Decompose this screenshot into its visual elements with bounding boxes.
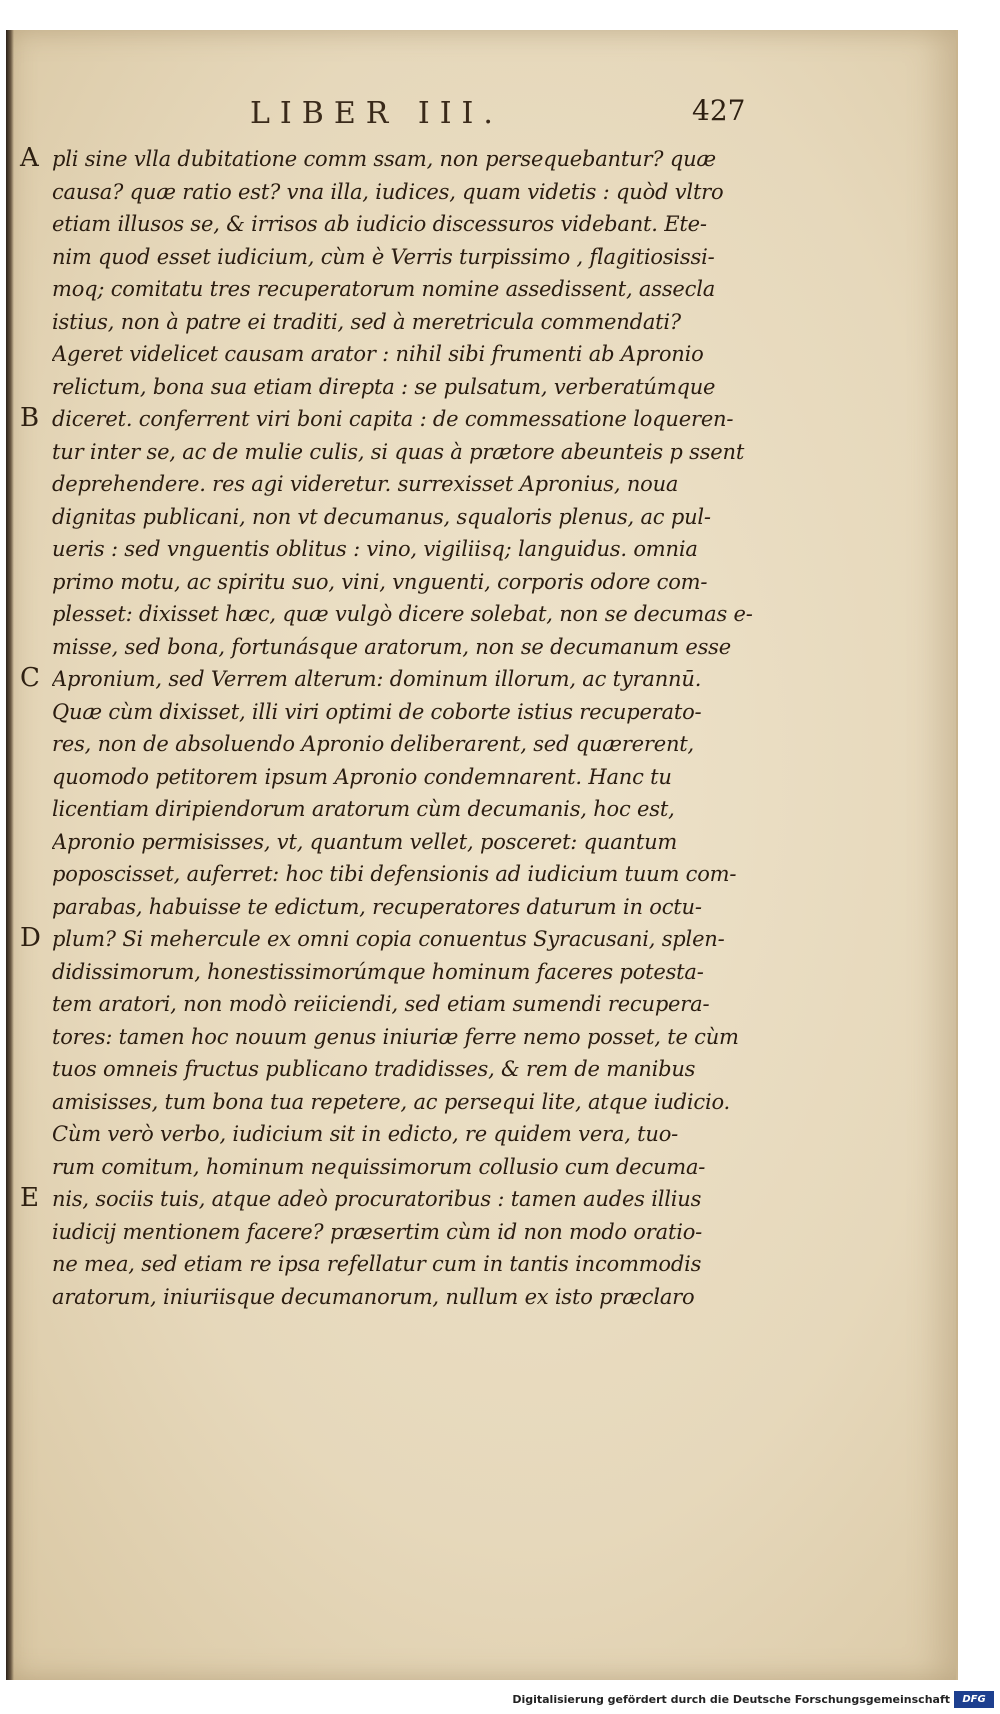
- text-line: Cùm verò verbo, iudicium sit in edicto, re quidem vera, tuo-: [52, 1122, 679, 1146]
- text-line: etiam illusos se, & irrisos ab iudicio discessuros videbant. Ete-: [52, 212, 707, 236]
- text-line: poposcisset, auferret: hoc tibi defensionis ad iudicium tuum com-: [52, 862, 737, 886]
- text-line: plum? Si mehercule ex omni copia conuentus Syracusani, splen-: [52, 927, 725, 951]
- text-line: nis, sociis tuis, atque adeò procuratoribus : tamen audes illius: [52, 1187, 702, 1211]
- text-line: nim quod esset iudicium, cùm è Verris turpissimo , flagitiosissi-: [52, 244, 715, 269]
- text-line: tem aratori, non modò reiiciendi, sed etiam sumendi recupera-: [52, 992, 710, 1016]
- text-line: amisisses, tum bona tua repetere, ac persequi lite, atque iudicio.: [52, 1089, 731, 1114]
- text-line: tuos omneis fructus publicano tradidisses, & rem de manibus: [52, 1057, 696, 1081]
- text-line: Quæ cùm dixisset, illi viri optimi de coborte istius recuperato-: [52, 699, 702, 724]
- text-line: tur inter se, ac de mulie culis, si quas à prætore abeunteis p ssent: [52, 439, 745, 464]
- text-line: res, non de absoluendo Apronio deliberarent, sed quærerent,: [52, 732, 695, 756]
- margin-letter-e: E: [20, 1183, 39, 1213]
- text-line: pli sine vlla dubitatione comm ssam, non persequebantur? quæ: [52, 147, 716, 171]
- text-line: istius, non à patre ei traditi, sed à meretricula commendati?: [52, 309, 681, 334]
- text-line: relictum, bona sua etiam direpta : se pulsatum, verberatúmque: [52, 374, 716, 399]
- text-line: ne mea, sed etiam re ipsa refellatur cum in tantis incommodis: [52, 1252, 702, 1276]
- text-line: parabas, habuisse te edictum, recuperatores daturum in octu-: [52, 894, 702, 919]
- text-line: ueris : sed vnguentis oblitus : vino, vigiliisq; languidus. omnia: [52, 537, 698, 561]
- text-line: plesset: dixisset hæc, quæ vulgò dicere solebat, non se decumas e-: [52, 602, 753, 626]
- text-line: diceret. conferrent viri boni capita : de commessatione loqueren-: [52, 407, 734, 431]
- funding-credit: Digitalisierung gefördert durch die Deutsche Forschungsgemeinschaft: [512, 1693, 950, 1706]
- text-line: iudicij mentionem facere? præsertim cùm id non modo oratio-: [52, 1219, 703, 1244]
- text-line: quomodo petitorem ipsum Apronio condemnarent. Hanc tu: [52, 764, 672, 789]
- text-line: rum comitum, hominum nequissimorum collusio cum decuma-: [52, 1154, 706, 1179]
- margin-letter-b: B: [20, 403, 40, 433]
- page-gutter-shadow: [6, 30, 14, 1680]
- text-line: aratorum, iniuriisque decumanorum, nullum ex isto præclaro: [52, 1284, 695, 1309]
- text-line: Ageret videlicet causam arator : nihil sibi frumenti ab Apronio: [52, 342, 704, 366]
- text-line: dignitas publicani, non vt decumanus, squaloris plenus, ac pul-: [52, 504, 711, 529]
- text-line: moq; comitatu tres recuperatorum nomine assedissent, assecla: [52, 277, 716, 301]
- text-line: deprehendere. res agi videretur. surrexisset Apronius, noua: [52, 472, 679, 496]
- dfg-logo: DFG: [954, 1691, 994, 1708]
- text-line: misse, sed bona, fortunásque aratorum, non se decumanum esse: [52, 634, 731, 659]
- text-line: primo motu, ac spiritu suo, vini, vnguenti, corporis odore com-: [52, 569, 708, 594]
- text-line: Apronium, sed Verrem alterum: dominum illorum, ac tyrannū.: [52, 667, 702, 691]
- margin-letter-d: D: [20, 923, 41, 953]
- body-text: [52, 143, 758, 1313]
- margin-letter-c: C: [20, 663, 40, 693]
- text-line: causa? quæ ratio est? vna illa, iudices, quam videtis : quòd vltro: [52, 179, 724, 204]
- margin-letter-a: A: [20, 143, 39, 173]
- running-head: LIBER III.: [250, 96, 503, 131]
- text-line: Apronio permisisses, vt, quantum vellet, posceret: quantum: [52, 829, 678, 854]
- page-number: 427: [692, 94, 746, 127]
- text-line: licentiam diripiendorum aratorum cùm decumanis, hoc est,: [52, 797, 675, 821]
- text-line: tores: tamen hoc nouum genus iniuriæ ferre nemo posset, te cùm: [52, 1024, 739, 1049]
- text-line: didissimorum, honestissimorúmque hominum faceres potesta-: [52, 959, 704, 984]
